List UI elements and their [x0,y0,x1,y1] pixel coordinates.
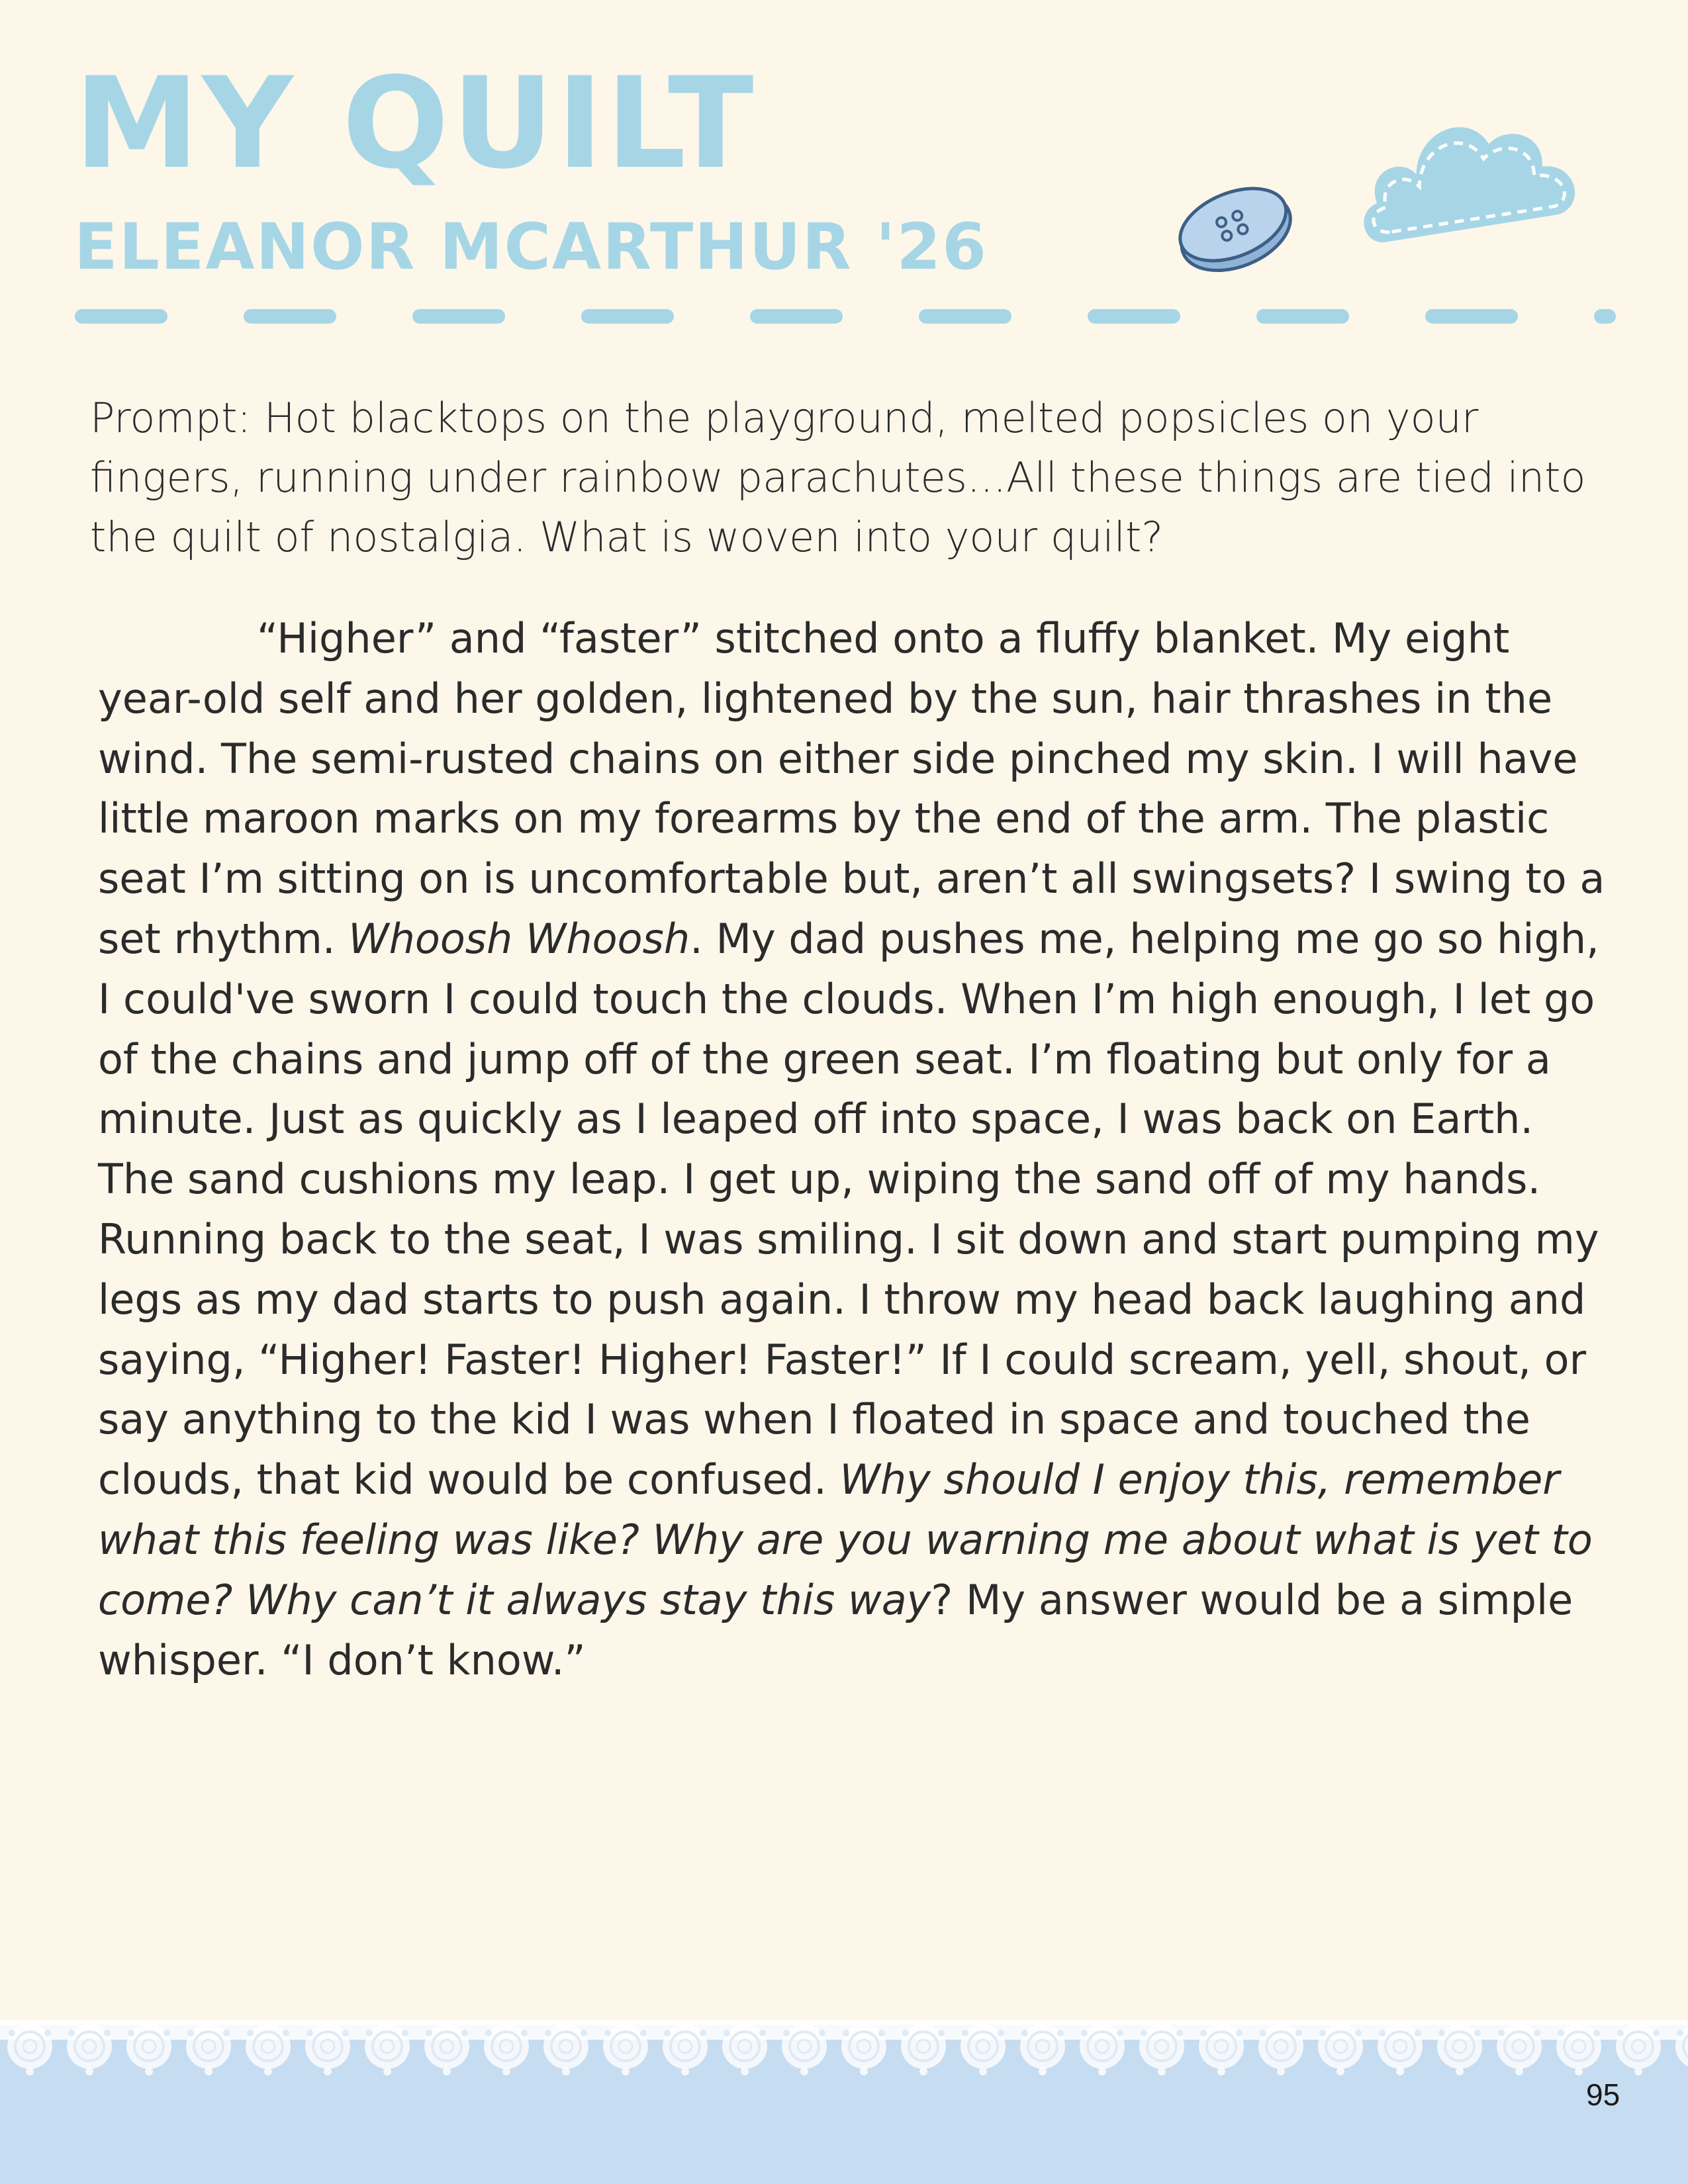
story-body [98,609,1607,1690]
story-text-1: “Higher” and “faster” stitched onto a fluffy blanket. My eight year-old self and her golden, lightened by the sun, hair thrashes in the wind. The semi-rusted chains on either side pinched my skin. I will have little maroon marks on my forearms by the end of the arm. The plastic seat I’m sitting on is uncomfortable but, aren’t all swingsets? I swing to a set rhythm. [98,614,1605,963]
story-italic-1: Whoosh Whoosh [348,914,690,963]
dashed-stitch-divider [74,303,1617,330]
sewing-button-icon [1172,182,1297,275]
stitched-cloud-icon [1350,83,1609,261]
story-italic-2: Why should I enjoy this, remember what this feeling was like? Why are you warning me about what is yet to come? Why can’t it always stay this way [98,1455,1593,1624]
writing-prompt: Prompt: Hot blacktops on the playground, melted popsicles on your fingers, running under rainbow parachutes...All these things are tied into the quilt of nostalgia. What is woven into your quilt? [90,394,1586,561]
story-text-3: ? My answer would be a simple whisper. “I don’t know.” [98,1575,1573,1684]
page-title: MY QUILT [74,50,757,197]
author-byline: ELEANOR MCARTHUR '26 [74,210,988,284]
page-number: 95 [1586,2077,1620,2112]
lace-trim-border [0,2020,1688,2093]
story-text-2: . My dad pushes me, helping me go so high, I could've sworn I could touch the clouds. When I’m high enough, I let go of the chains and jump off of the green seat. I’m floating but only for a minute. Just as quickly as I leaped off into space, I was back on Earth. The sand cushions my leap. I get up, wiping the sand off of my hands. Running back to the seat, I was smiling. I sit down and start pumping my legs as my dad starts to push again. I throw my head back laughing and saying, “Higher! Faster! Higher! Faster!” If I could scream, yell, shout, or say anything to the kid I was when I floated in space and touched the clouds, that kid would be confused. [98,914,1599,1504]
